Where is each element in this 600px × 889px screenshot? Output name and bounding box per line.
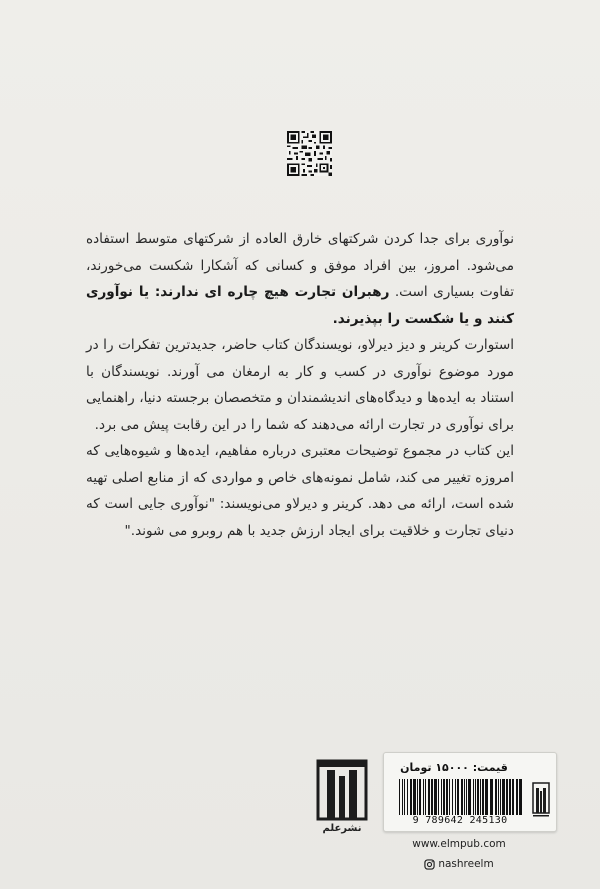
barcode-bar <box>498 779 499 815</box>
barcode-bar <box>407 779 408 815</box>
barcode-bar <box>457 779 459 815</box>
blurb-paragraph-3: این کتاب در مجموع توضیحات معتبری درباره مفاهیم، ایده‌ها و شیوه‌هایی که امروزه تغییر می کند، شامل نمونه‌های خاص و مواردی که از منابع اصلی تهیه شده است، ارائه می دهد. کرینر و دیرلاو می‌نویسند: "نوآوری جایی است که دنیای تجارت و خلاقیت برای ایجاد ارزش جدید با هم روبرو می شوند." <box>86 443 514 539</box>
barcode-bar <box>464 779 465 815</box>
barcode-bar <box>468 779 471 815</box>
barcode-bar <box>473 779 474 815</box>
barcode-bar <box>441 779 442 815</box>
instagram-icon <box>424 859 435 870</box>
barcode-bar <box>443 779 445 815</box>
barcode-bar <box>419 779 421 815</box>
qr-code-icon <box>287 131 332 176</box>
barcode-bar <box>428 779 430 815</box>
publisher-logo-small-icon <box>531 779 551 823</box>
barcode-bar <box>425 779 426 815</box>
barcode-bar <box>502 779 505 815</box>
barcode-bar <box>461 779 463 815</box>
barcode-bar <box>485 779 488 815</box>
barcode-bar <box>438 779 439 815</box>
instagram-handle-text: nashreelm <box>438 858 494 870</box>
barcode-bar <box>490 779 493 815</box>
barcode-bar <box>519 779 522 815</box>
barcode-bar <box>446 779 448 815</box>
blurb <box>86 226 514 544</box>
barcode-bar <box>431 779 433 815</box>
instagram-handle[interactable] <box>399 856 519 872</box>
publisher-logo-icon <box>314 758 370 822</box>
barcode <box>397 779 523 815</box>
barcode-bar <box>402 779 403 815</box>
barcode-bar <box>434 779 437 815</box>
barcode-bar <box>410 779 412 815</box>
barcode-bar <box>399 779 400 815</box>
barcode-bar <box>506 779 508 815</box>
barcode-bar <box>455 779 456 815</box>
barcode-bar <box>512 779 514 815</box>
barcode-bar <box>466 779 467 815</box>
blurb-paragraph-2: استوارت کرینر و دیز دیرلاو، نویسندگان کتاب حاضر، جدیدترین تفکرات را در مورد موضوع نوآوری در کسب و کار به ارمغان می آورند. نویسندگان با استناد به ایده‌ها و دیدگاه‌های اندیشمندان و متخصصان برجسته دنیا، راهنمایی برای نوآوری در تجارت ارائه می‌دهند که شما را در این رقابت پیش می برد. <box>86 337 514 433</box>
barcode-bar <box>516 779 518 815</box>
barcode-bar <box>500 779 501 815</box>
barcode-bar <box>404 779 405 815</box>
barcode-bar <box>417 779 418 815</box>
isbn-number: 9 789642 245130 <box>412 815 508 826</box>
website-url[interactable]: www.elmpub.com <box>412 838 506 850</box>
barcode-bar <box>413 779 416 815</box>
barcode-bar <box>482 779 484 815</box>
blurb-paragraph-1-text: نوآوری برای جدا کردن شرکتهای خارق العاده از شرکتهای متوسط استفاده می‌شود. امروز، بین افراد موفق و کسانی که آشکارا شکست می‌خورند، تفاوت بسیاری است. <box>86 231 515 300</box>
barcode-bar <box>475 779 476 815</box>
barcode-bar <box>452 779 453 815</box>
barcode-bar <box>509 779 511 815</box>
price-sticker <box>383 752 557 832</box>
barcode-bar <box>477 779 479 815</box>
barcode-bar <box>495 779 497 815</box>
barcode-bar <box>480 779 481 815</box>
publisher-name: نشرعلم <box>322 823 362 834</box>
price-label: قیمت: ۱۵۰۰۰ تومان <box>400 761 508 774</box>
barcode-bar <box>449 779 450 815</box>
barcode-bar <box>423 779 424 815</box>
blurb-highlight: رهبران تجارت هیچ چاره ای ندارند: یا نوآوری کنند و یا شکست را بپذیرند. <box>86 284 514 327</box>
blurb-paragraph-1 <box>86 226 514 332</box>
